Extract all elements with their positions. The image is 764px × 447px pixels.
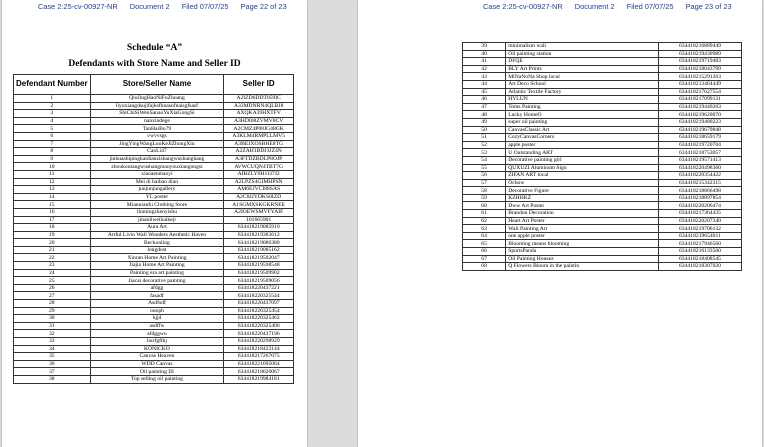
seller-id-cell: 634418219720704 [658, 141, 741, 149]
table-row [14, 224, 294, 232]
schedule-subtitle: Defendants with Store Name and Seller ID [68, 59, 241, 69]
document-page-23 [358, 0, 762, 447]
table-row [463, 96, 742, 104]
store-name-cell: Lucky HomeO [506, 111, 659, 119]
store-name-cell: jinanliweihaikeji [90, 216, 224, 224]
defendant-number-cell: 53 [463, 149, 506, 157]
table-row [463, 164, 742, 172]
table-row [14, 186, 294, 194]
store-name-cell: Aura Art [90, 224, 224, 232]
defendant-number-cell: 24 [14, 269, 91, 277]
store-name-cell: JingYingWangLuoKeJiZhongXin [90, 140, 224, 148]
store-name-cell: Dww Art Poster [506, 202, 659, 210]
defendant-number-cell: 20 [14, 239, 91, 247]
page-number: Page 23 of 23 [685, 2, 732, 11]
store-name-cell: nanxindege [90, 117, 224, 125]
defendant-number-cell: 1 [14, 95, 91, 103]
header-store-name: Store/Seller Name [90, 75, 224, 95]
table-row [463, 210, 742, 218]
store-name-cell: hurfgfthj [90, 338, 224, 346]
table-row [463, 187, 742, 195]
store-name-cell: Brandon Decoration [506, 210, 659, 218]
store-name-cell: Ochow [506, 179, 659, 187]
seller-id-cell: 634418218897854 [658, 194, 741, 202]
defendant-number-cell: 19 [14, 231, 91, 239]
seller-id-cell: A3BEJXOSBHE8TG [224, 140, 294, 148]
seller-id-cell: 634418219383612 [224, 231, 294, 239]
table-row [14, 254, 294, 262]
seller-id-cell: A2ZAH1BDJ3JZ4N [224, 148, 294, 156]
store-name-cell: Mei di haibao dian [90, 178, 224, 186]
defendant-number-cell: 30 [14, 315, 91, 323]
seller-id-cell: 634418220298929 [224, 338, 294, 346]
table-row [14, 155, 294, 163]
seller-id-cell: 634418218753057 [658, 149, 741, 157]
defendant-number-cell: 44 [463, 80, 506, 88]
seller-id-cell: 634418221695064 [224, 360, 294, 368]
store-name-cell: afdggwo [90, 330, 224, 338]
defendant-number-cell: 23 [14, 262, 91, 270]
table-row [463, 126, 742, 134]
seller-id-cell: A33MDNRN4QLBJ8 [224, 102, 294, 110]
store-name-cell: longdost [90, 246, 224, 254]
table-row [463, 111, 742, 119]
defendant-number-cell: 39 [463, 43, 506, 51]
seller-id-cell: 634418217946560 [658, 240, 741, 248]
store-name-cell: YL poster [90, 193, 224, 201]
seller-id-cell: 634418220437196 [224, 330, 294, 338]
defendant-number-cell: 37 [14, 368, 91, 376]
table-row [14, 353, 294, 361]
table-row [463, 225, 742, 233]
store-name-cell: Q Flowers Bloom in the paintin [506, 263, 659, 271]
table-row [14, 193, 294, 201]
page-header [38, 2, 297, 11]
seller-id-cell: 634418218620067 [224, 368, 294, 376]
seller-id-cell: A3KLM4RMPLLMV5 [224, 132, 294, 140]
store-name-cell: Artful Livin Wall Wonders Aesthetic Haven [90, 231, 224, 239]
seller-id-cell: 634418218423144 [224, 345, 294, 353]
store-name-cell: jinhuashipingkaidianzishangwushanghang [90, 155, 224, 163]
store-name-cell: BLY Art Prints [506, 65, 659, 73]
table-body [463, 43, 742, 271]
defendant-number-cell: 41 [463, 58, 506, 66]
document-number: Document 2 [574, 2, 615, 11]
seller-id-cell: 634418220325454 [224, 307, 294, 315]
store-name-cell: ShiChiSiWenSanaoYuXiaGongSi [90, 110, 224, 118]
seller-id-cell: A2IOEWSMVFYAIF [224, 208, 294, 216]
seller-id-cell: 634418219502047 [224, 254, 294, 262]
store-name-cell: one apple poster [506, 232, 659, 240]
document-number: Document 2 [129, 2, 170, 11]
seller-id-cell: A3HDI08ZVMV8CV [224, 117, 294, 125]
table-row [463, 217, 742, 225]
defendant-number-cell: 62 [463, 217, 506, 225]
table-row [463, 240, 742, 248]
seller-id-cell: 634418219480223 [658, 118, 741, 126]
defendant-number-cell: 42 [463, 65, 506, 73]
store-name-cell: minimalism wall [506, 43, 659, 51]
seller-id-cell: 634418219706132 [658, 225, 741, 233]
store-name-cell: Heart Art Poster [506, 217, 659, 225]
store-name-cell: CozyCanvasCorners [506, 134, 659, 142]
defendant-number-cell: 52 [463, 141, 506, 149]
defendant-number-cell: 63 [463, 225, 506, 233]
table-row [14, 262, 294, 270]
store-name-cell: WDD Canvas [90, 360, 224, 368]
seller-id-cell: 101665901 [224, 216, 294, 224]
seller-id-cell: 634418219984181 [224, 375, 294, 383]
seller-id-cell: 634418218043799 [658, 65, 741, 73]
defendants-table [13, 74, 294, 384]
seller-id-cell: AXQKA39HXTFV [224, 110, 294, 118]
store-name-cell: Decorative painting girl [506, 156, 659, 164]
store-name-cell: junjunjungallery [90, 186, 224, 194]
table-row [14, 117, 294, 125]
defendant-number-cell: 18 [14, 224, 91, 232]
defendant-number-cell: 31 [14, 322, 91, 330]
store-name-cell: Jiacai decorative painting [90, 277, 224, 285]
defendant-number-cell: 5 [14, 125, 91, 133]
defendant-number-cell: 3 [14, 110, 91, 118]
seller-id-cell: AIBZLY0H1I37J2 [224, 170, 294, 178]
seller-id-cell: 634418220325544 [224, 292, 294, 300]
store-name-cell: Oil Painting Housez [506, 255, 659, 263]
table-row [14, 102, 294, 110]
defendant-number-cell: 22 [14, 254, 91, 262]
store-name-cell: U Outstanding ART [506, 149, 659, 157]
seller-id-cell: 634418219085910 [224, 224, 294, 232]
table-row [463, 179, 742, 187]
store-name-cell: asdffw [90, 322, 224, 330]
seller-id-cell: AVWCUQN4TBT7G [224, 163, 294, 171]
table-row [14, 307, 294, 315]
defendant-number-cell: 26 [14, 284, 91, 292]
seller-id-cell: 634418219509902 [224, 269, 294, 277]
store-name-cell: super oil painting [506, 118, 659, 126]
store-name-cell: hjjd [90, 315, 224, 323]
table-row [14, 231, 294, 239]
store-name-cell: Decorative Figure [506, 187, 659, 195]
filed-date: Filed 07/07/25 [181, 2, 229, 11]
defendant-number-cell: 35 [14, 353, 91, 361]
defendant-number-cell: 43 [463, 73, 506, 81]
page-number: Page 22 of 23 [240, 2, 287, 11]
table-row [14, 170, 294, 178]
seller-id-cell: 634418219571413 [658, 156, 741, 164]
store-name-cell: HYLUN [506, 96, 659, 104]
store-name-cell: Asdfsdf [90, 300, 224, 308]
store-name-cell: apple poster [506, 141, 659, 149]
defendant-number-cell: 27 [14, 292, 91, 300]
defendant-number-cell: 21 [14, 246, 91, 254]
table-row [14, 148, 294, 156]
defendant-number-cell: 33 [14, 338, 91, 346]
defendant-number-cell: 58 [463, 187, 506, 195]
seller-id-cell: 634418219509056 [224, 277, 294, 285]
table-row [14, 95, 294, 103]
defendant-number-cell: 49 [463, 118, 506, 126]
case-number: Case 2:25-cv-00927-NR [483, 2, 563, 11]
seller-id-cell: 634418218866498 [658, 187, 741, 195]
store-name-cell: SportsPanda [506, 248, 659, 256]
table-row [463, 58, 742, 66]
table-row [463, 80, 742, 88]
defendant-number-cell: 6 [14, 132, 91, 140]
defendant-number-cell: 25 [14, 277, 91, 285]
store-name-cell: QUXUZI Aluminum Sign [506, 164, 659, 172]
defendant-number-cell: 45 [463, 88, 506, 96]
store-name-cell: CaoLi47 [90, 148, 224, 156]
table-row [14, 163, 294, 171]
table-row [14, 208, 294, 216]
store-name-cell: Jiajia Home Art Painting [90, 262, 224, 270]
seller-id-cell: A2LPZS4GIMHPSN [224, 178, 294, 186]
store-name-cell: Atlantic Textile Factory [506, 88, 659, 96]
page-header [483, 2, 742, 11]
table-row [14, 284, 294, 292]
table-row [14, 338, 294, 346]
defendant-number-cell: 47 [463, 103, 506, 111]
header-defendant-number: Defendant Number [14, 75, 91, 95]
seller-id-cell: 634418220206474 [658, 202, 741, 210]
table-row [14, 330, 294, 338]
defendant-number-cell: 50 [463, 126, 506, 134]
table-row [463, 248, 742, 256]
defendant-number-cell: 48 [463, 111, 506, 119]
seller-id-cell: A2IZD6DDT059IC [224, 95, 294, 103]
seller-id-cell: 634418219086380 [224, 239, 294, 247]
table-row [463, 255, 742, 263]
table-row [14, 125, 294, 133]
defendant-number-cell: 9 [14, 155, 91, 163]
store-name-cell: MiNaNoNa Shop local [506, 73, 659, 81]
table-row [14, 132, 294, 140]
seller-id-cell: 634418220325406 [224, 322, 294, 330]
table-row [14, 140, 294, 148]
store-name-cell: ZIFAN ART local [506, 172, 659, 180]
seller-id-cell: 634418220437097 [224, 300, 294, 308]
seller-id-cell: 634418218659179 [658, 134, 741, 142]
defendant-number-cell: 13 [14, 186, 91, 194]
table-row [14, 375, 294, 383]
store-name-cell: Top selling oil painting [90, 375, 224, 383]
store-name-cell: Painting era art painting [90, 269, 224, 277]
store-name-cell: fasadf [90, 292, 224, 300]
defendant-number-cell: 15 [14, 201, 91, 209]
seller-id-cell: 634418220354422 [658, 172, 741, 180]
seller-id-cell: 634418220207340 [658, 217, 741, 225]
defendant-number-cell: 12 [14, 178, 91, 186]
table-row [463, 194, 742, 202]
table-row [14, 110, 294, 118]
defendant-number-cell: 56 [463, 172, 506, 180]
store-name-cell: zhoukoutangwushangmaoyouxiangongsi [90, 163, 224, 171]
store-name-cell: Xinran Home Art Painting [90, 254, 224, 262]
defendants-table-continued [462, 42, 742, 271]
seller-id-cell: 634418216133560 [658, 248, 741, 256]
store-name-cell: QiuJingHaoNiFuZhuang [90, 95, 224, 103]
defendant-number-cell: 40 [463, 50, 506, 58]
store-name-cell: KZHHKZ [506, 194, 659, 202]
defendant-number-cell: 34 [14, 345, 91, 353]
table-row [14, 277, 294, 285]
table-row [14, 300, 294, 308]
table-row [463, 65, 742, 73]
table-row [463, 103, 742, 111]
store-name-cell: Toms Painting [506, 103, 659, 111]
defendant-number-cell: 17 [14, 216, 91, 224]
store-name-cell: Miannianfu Clothing Store [90, 201, 224, 209]
defendant-number-cell: 29 [14, 307, 91, 315]
defendant-number-cell: 65 [463, 240, 506, 248]
seller-id-cell: 634418218408545 [658, 255, 741, 263]
defendant-number-cell: 4 [14, 117, 91, 125]
table-row [463, 134, 742, 142]
seller-id-cell: 634418219430989 [658, 50, 741, 58]
table-row [14, 315, 294, 323]
table-row [14, 292, 294, 300]
seller-id-cell: 634418217099131 [658, 96, 741, 104]
table-row [463, 88, 742, 96]
store-name-cell: Art Deco School [506, 80, 659, 88]
defendant-number-cell: 10 [14, 163, 91, 171]
seller-id-cell: 634418219620070 [658, 111, 741, 119]
defendant-number-cell: 61 [463, 210, 506, 218]
table-row [463, 156, 742, 164]
seller-id-cell: 634418215342315 [658, 179, 741, 187]
table-header-row [14, 75, 294, 95]
table-body [14, 95, 294, 384]
table-row [14, 345, 294, 353]
table-row [463, 73, 742, 81]
table-row [14, 239, 294, 247]
store-name-cell: afdgg [90, 284, 224, 292]
defendant-number-cell: 2 [14, 102, 91, 110]
seller-id-cell: 634418219598548 [224, 262, 294, 270]
store-name-cell: linmingzhenyishu [90, 208, 224, 216]
store-name-cell: Beckonling [90, 239, 224, 247]
store-name-cell: xiaoaenmaoyi [90, 170, 224, 178]
seller-id-cell: 634418216889449 [658, 43, 741, 51]
seller-id-cell: 634418220498360 [658, 164, 741, 172]
seller-id-cell: 634418213464449 [658, 80, 741, 88]
seller-id-cell: A3FTDZBDLP8OJP [224, 155, 294, 163]
defendant-number-cell: 57 [463, 179, 506, 187]
defendant-number-cell: 55 [463, 164, 506, 172]
defendant-number-cell: 68 [463, 263, 506, 271]
defendant-number-cell: 32 [14, 330, 91, 338]
store-name-cell: DFQE [506, 58, 659, 66]
store-name-cell: TanHaiBo79 [90, 125, 224, 133]
table-row [463, 141, 742, 149]
seller-id-cell: AM6EJVCI88SAS [224, 186, 294, 194]
table-row [14, 360, 294, 368]
defendant-number-cell: 66 [463, 248, 506, 256]
seller-id-cell: 634418215291263 [658, 73, 741, 81]
table-row [463, 202, 742, 210]
store-name-cell: Canvas Heaven [90, 353, 224, 361]
filed-date: Filed 07/07/25 [626, 2, 674, 11]
seller-id-cell: 634418219679848 [658, 126, 741, 134]
table-row [463, 43, 742, 51]
seller-id-cell: 634418218307020 [658, 263, 741, 271]
seller-id-cell: A1SGMXSKGKRNEE [224, 201, 294, 209]
seller-id-cell: 634418217267075 [224, 353, 294, 361]
defendant-number-cell: 38 [14, 375, 91, 383]
defendant-number-cell: 60 [463, 202, 506, 210]
store-name-cell: vwvvsgs [90, 132, 224, 140]
table-row [463, 172, 742, 180]
document-page-22 [2, 0, 307, 447]
store-name-cell: CanvasClassic Art [506, 126, 659, 134]
seller-id-cell: 634418220325462 [224, 315, 294, 323]
store-name-cell: Blooming means blooming [506, 240, 659, 248]
store-name-cell: Wall Painting Art [506, 225, 659, 233]
table-row [463, 149, 742, 157]
defendant-number-cell: 36 [14, 360, 91, 368]
defendant-number-cell: 11 [14, 170, 91, 178]
seller-id-cell: 634418219085162 [224, 246, 294, 254]
seller-id-cell: 634418219440263 [658, 103, 741, 111]
seller-id-cell: 634418217364435 [658, 210, 741, 218]
table-row [14, 178, 294, 186]
seller-id-cell: 634418217627554 [658, 88, 741, 96]
store-name-cell: oooph [90, 307, 224, 315]
seller-id-cell: A2CMZ4P08JG48GK [224, 125, 294, 133]
table-row [463, 232, 742, 240]
store-name-cell: Oil painting III [90, 368, 224, 376]
schedule-title: Schedule “A” [126, 43, 183, 53]
seller-id-cell: 634418219654011 [658, 232, 741, 240]
table-row [14, 216, 294, 224]
seller-id-cell: 634418219719483 [658, 58, 741, 66]
defendant-number-cell: 16 [14, 208, 91, 216]
store-name-cell: liyuxiangdsujifajksfhnasufnaisgfsasf [90, 102, 224, 110]
table-row [463, 118, 742, 126]
table-row [14, 322, 294, 330]
store-name-cell: Oil painting station [506, 50, 659, 58]
table-row [463, 263, 742, 271]
table-row [14, 246, 294, 254]
defendant-number-cell: 67 [463, 255, 506, 263]
table-row [463, 50, 742, 58]
seller-id-cell: A2C8JJYDKS0IZD [224, 193, 294, 201]
defendant-number-cell: 46 [463, 96, 506, 104]
defendant-number-cell: 7 [14, 140, 91, 148]
store-name-cell: KONICKO [90, 345, 224, 353]
defendant-number-cell: 59 [463, 194, 506, 202]
defendant-number-cell: 28 [14, 300, 91, 308]
table-row [14, 269, 294, 277]
table-row [14, 201, 294, 209]
defendant-number-cell: 14 [14, 193, 91, 201]
defendant-number-cell: 54 [463, 156, 506, 164]
defendant-number-cell: 51 [463, 134, 506, 142]
defendant-number-cell: 64 [463, 232, 506, 240]
case-number: Case 2:25-cv-00927-NR [38, 2, 118, 11]
table-row [14, 368, 294, 376]
defendant-number-cell: 8 [14, 148, 91, 156]
header-seller-id: Seller ID [224, 75, 294, 95]
seller-id-cell: 634418220437221 [224, 284, 294, 292]
